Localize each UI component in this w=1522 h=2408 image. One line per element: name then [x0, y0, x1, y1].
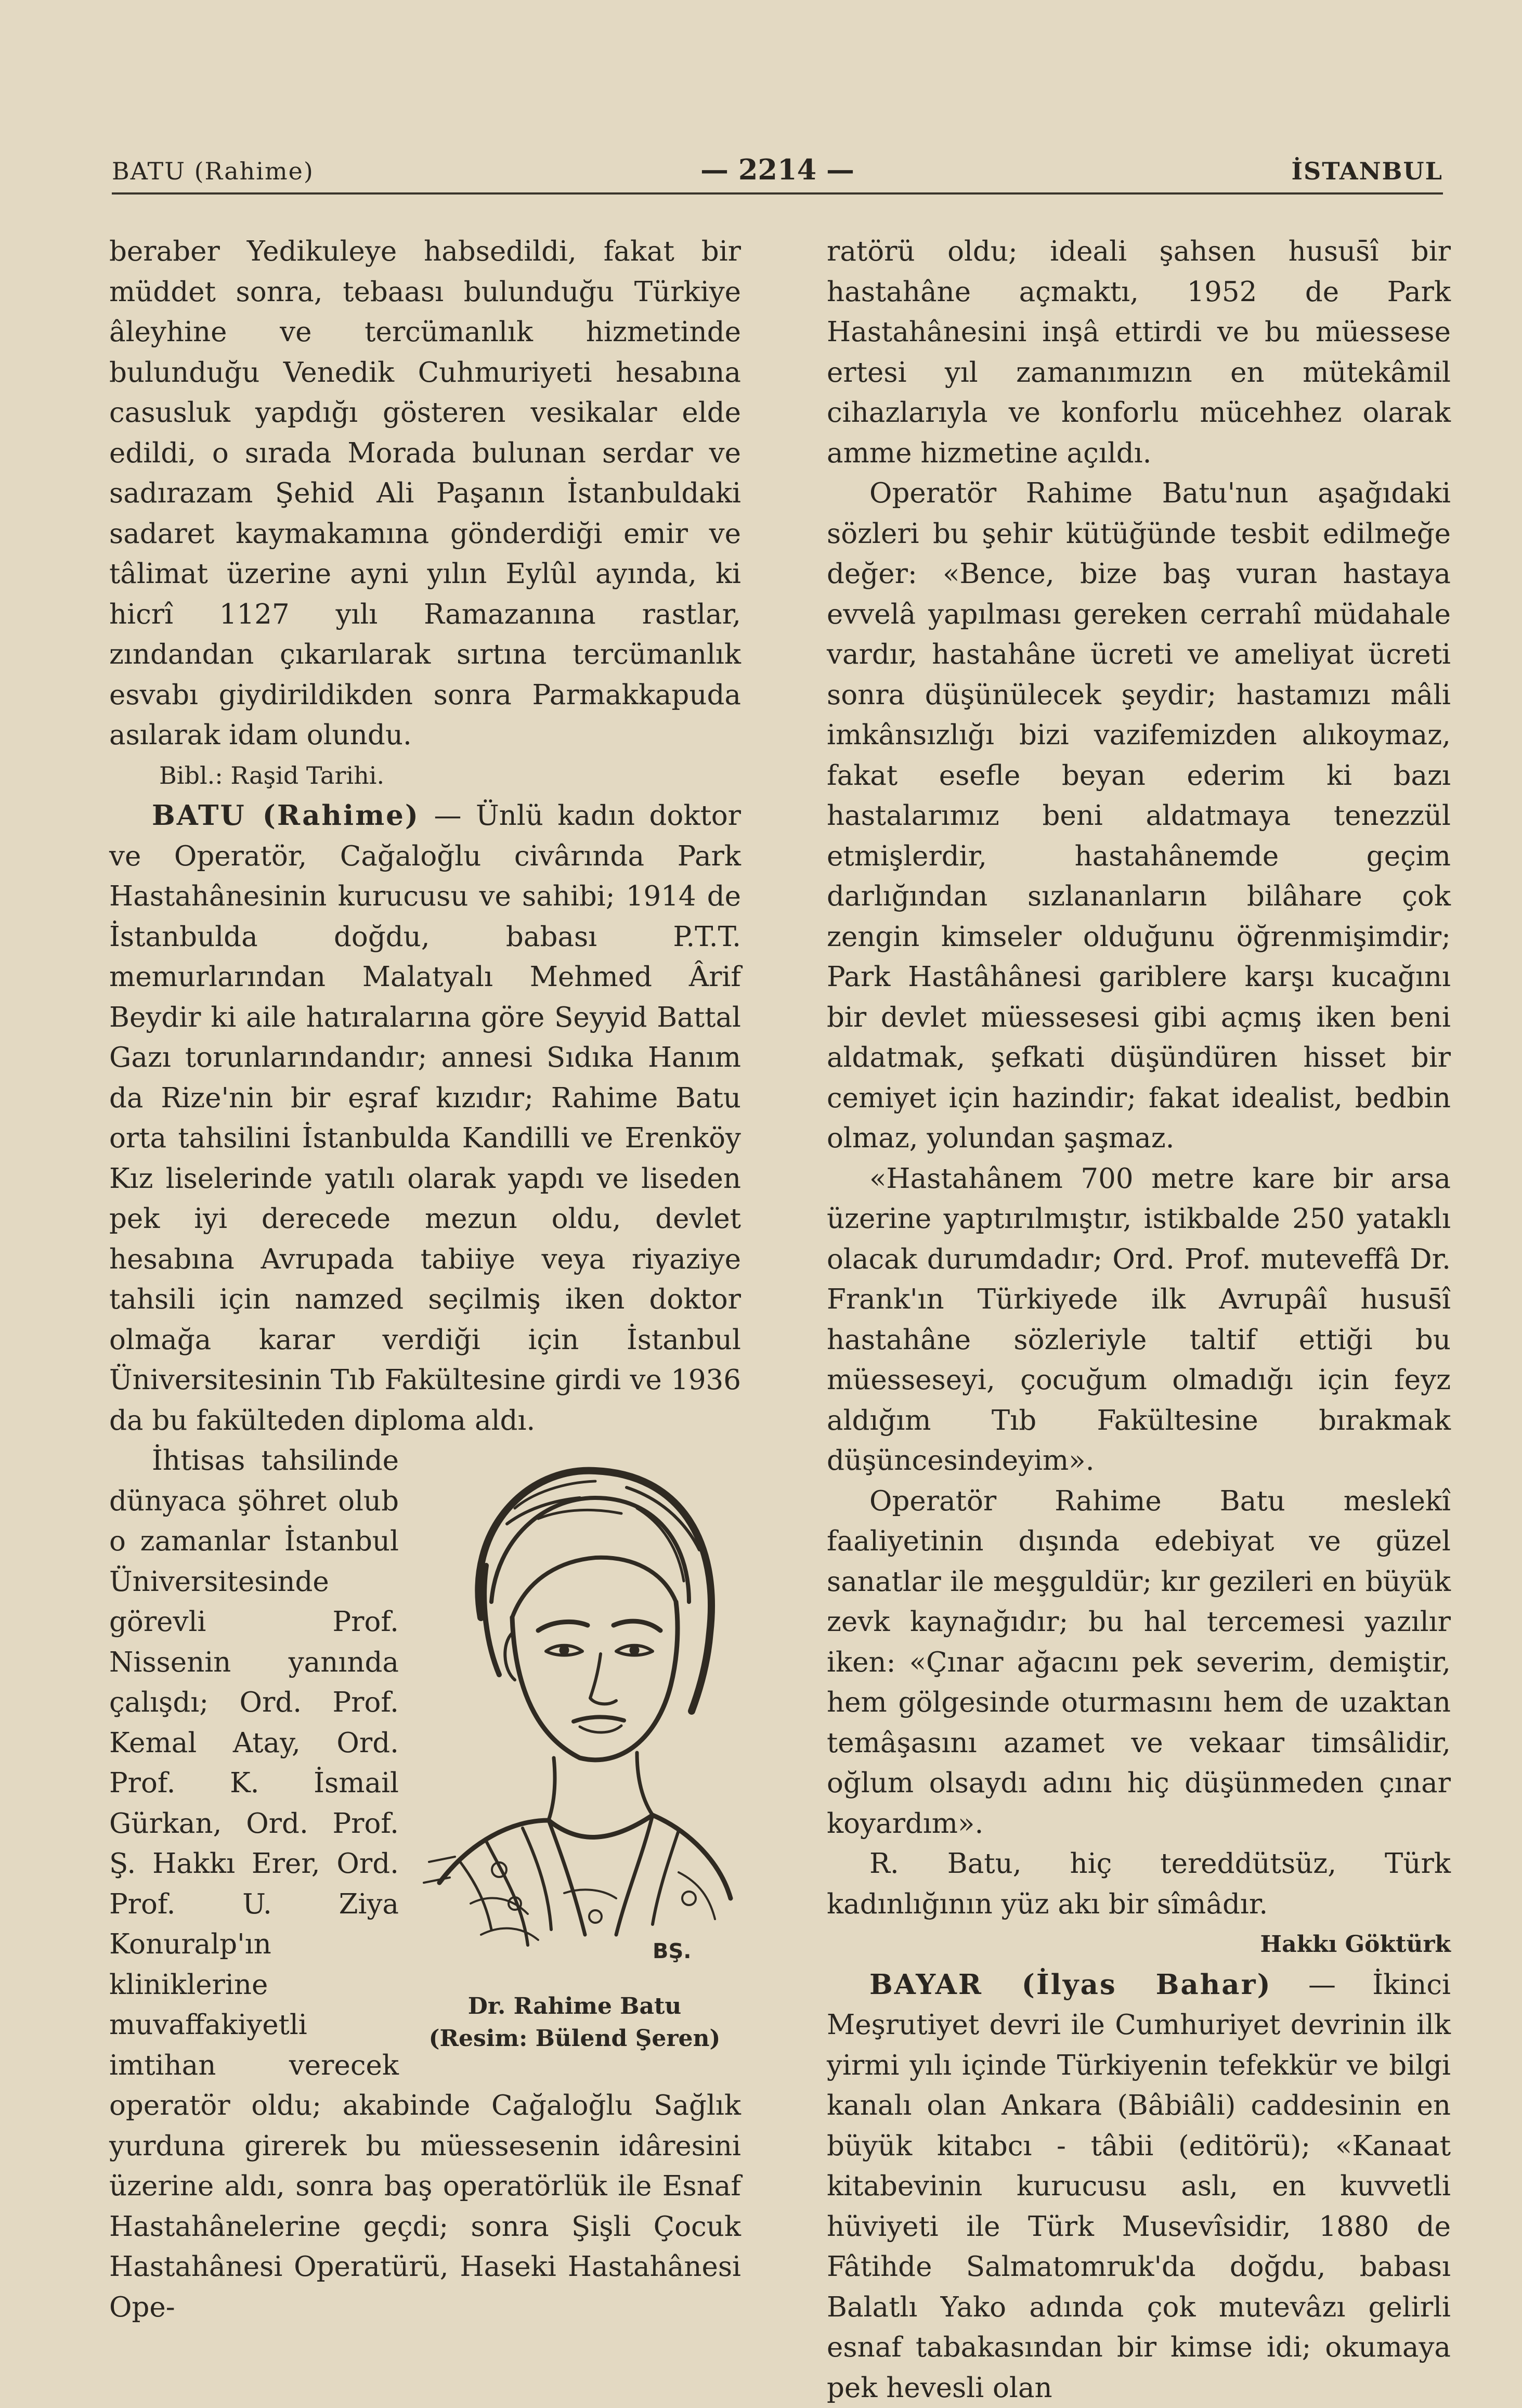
entry-heading: BAYAR (İlyas Bahar)	[869, 1969, 1272, 2001]
portrait-figure	[408, 1446, 741, 2060]
paragraph-hospital: «Hastahânem 700 metre kare bir arsa üzerine yaptırılmıştır, istikbalde 250 yataklı olacak durumdadır; Ord. Prof. muteveffâ Dr. Frank'ın Türkiyede ilk Avrupâî husus̄î hastahâne sözleriyle taltif ettiği bu müesseseyi, çocuğum olmadığı için feyz aldığım Tıb Fakültesine bırakmak düşüncesindeyim».	[827, 1159, 1451, 1481]
right-column	[827, 231, 1451, 2408]
header-entry-name: BATU (Rahime)	[112, 157, 314, 185]
figure-caption-credit: (Resim: Bülend Şeren)	[408, 2023, 741, 2054]
entry-bayar-ilyas	[827, 1965, 1451, 2408]
portrait-illustration	[408, 1446, 741, 1997]
paragraph-closing: R. Batu, hiç tereddütsüz, Türk kadınlığının yüz akı bir sîmâdır.	[827, 1844, 1451, 1924]
paragraph-continued: beraber Yedikuleye habsedildi, fakat bir müddet sonra, tebaası bulunduğu Türkiye âleyhine ve tercümanlık hizmetinde bulunduğu Venedik Cuhmuriyeti hesabına casusluk yapdığı gösteren vesikalar elde edildi, o sırada Morada bulunan serdar ve sadırazam Şehid Ali Paşanın İstanbuldaki sadaret kaymakamına gönderdiği emir ve tâlimat üzerine ayni yılın Eylûl ayında, ki hicrî 1127 yılı Ramazanına rastlar, zındandan çıkarılarak sırtına tercümanlık esvabı giydirildikden sonra Parmakkapuda asılarak idam olundu.	[109, 231, 741, 756]
running-header	[112, 156, 1443, 195]
figure-caption-name: Dr. Rahime Batu	[408, 1991, 741, 2022]
author-signature: Hakkı Göktürk	[827, 1924, 1451, 1965]
paragraph-hobbies: Operatör Rahime Batu meslekî faaliyetinin dışında edebiyat ve güzel sanatlar ile meşguldür; kır gezileri en büyük zevk kaynağıdır; bu hal tercemesi yazılır iken: «Çınar ağacını pek severim, demiştir, hem gölgesinde oturmasını hem de uzaktan temâşasını azamet ve vekaar timsâlidir, oğlum olsaydı adını hiç düşünmeden çınar koyardım».	[827, 1481, 1451, 1844]
entry-batu-rahime	[109, 796, 741, 1441]
paragraph-quote: Operatör Rahime Batu'nun aşağıdaki sözleri bu şehir kütüğünde tesbit edilmeğe değer: «Bence, bize baş vuran hastaya evvelâ yapılması gereken cerrahî müdahale vardır, hastahâne ücreti ve ameliyat ücreti sonra düşünülecek şeydir; hastamızı mâli imkânsızlığı bizi vazifemizden alıkoymaz, fakat esefle beyan ederim ki bazı hastalarımız beni aldatmaya tenezzül etmişlerdir, hastahânemde geçim darlığından sızlananların bilâhare çok zengin kimseler olduğunu öğrenmişimdir; Park Hastâhânesi gariblere karşı kucağını bir devlet müessesesi gibi açmış iken beni aldatmak, şefkati düşündüren hisset bir cemiyet için hazindir; fakat idealist, bedbin olmaz, yolundan şaşmaz.	[827, 473, 1451, 1159]
paragraph-specialization: İhtisas tahsilinde dünyaca şöhret olub o zamanlar İstanbul Üniversitesinde görevli Prof. Nissenin yanında çalışdı; Ord. Prof. Kemal Atay, Ord. Prof. K. İsmail Gürkan, Ord. Prof. Ş. Hakkı Erer, Ord. Prof. U. Ziya Konuralp'ın kliniklerine muvaffakiyetli imtihan verecek operatör oldu; akabinde Cağaloğlu Sağlık yurduna girerek bu müessesenin idâresini üzerine aldı, sonra baş operatörlük ile Esnaf Hastahânelerine geçdi; sonra Şişli Çocuk Hastahânesi Operatürü, Haseki Hastahânesi Ope-	[109, 1441, 741, 2327]
entry-heading: BATU (Rahime)	[152, 799, 420, 832]
header-volume-title: İSTANBUL	[1291, 157, 1443, 185]
bibliography: Bibl.: Raşid Tarihi.	[109, 756, 741, 796]
artist-signature: BŞ.	[653, 1939, 692, 1963]
entry-text: — Ünlü kadın doktor ve Operatör, Cağaloğlu civârında Park Hastahânesinin kurucusu ve sahibi; 1914 de İstanbulda doğdu, babası P.T.T. memurlarından Malatyalı Mehmed Ârif Beydir ki aile hatıralarına göre Seyyid Battal Gazı torunlarındandır; annesi Sıdıka Hanım da Rize'nin bir eşraf kızıdır; Rahime Batu orta tahsilini İstanbulda Kandilli ve Erenköy Kız liselerinde yatılı olarak yapdı ve liseden pek iyi derecede mezun oldu, devlet hesabına Avrupada tabiiye veya riyaziye tahsili için namzed seçilmiş iken doktor olmağa karar verdiği için İstanbul Üniversitesinin Tıb Fakültesine girdi ve 1936 da bu fakülteden diploma aldı.	[109, 800, 741, 1436]
left-column	[109, 231, 741, 2327]
page-number: — 2214 —	[112, 153, 1443, 186]
paragraph-continued: ratörü oldu; ideali şahsen husus̄î bir hastahâne açmaktı, 1952 de Park Hastahânesini inşâ ettirdi ve bu müessese ertesi yıl zamanımızın en mütekâmil cihazlarıyla ve konforlu mücehhez olarak amme hizmetine açıldı.	[827, 231, 1451, 473]
entry-text: — İkinci Meşrutiyet devri ile Cumhuriyet devrinin ilk yirmi yılı içinde Türkiyenin tefekkür ve bilgi kanalı olan Ankara (Bâbiâli) caddesinin en büyük kitabcı - tâbii (editörü); «Kanaat kitabevinin kurucusu aslı, en kuvvetli hüviyeti ile Türk Musevîsidir, 1880 de Fâtihde Salmatomruk'da doğdu, babası Balatlı Yako adında çok mutevâzı gelirli esnaf tabakasından bir kimse idi; okumaya pek hevesli olan	[827, 1969, 1451, 2404]
